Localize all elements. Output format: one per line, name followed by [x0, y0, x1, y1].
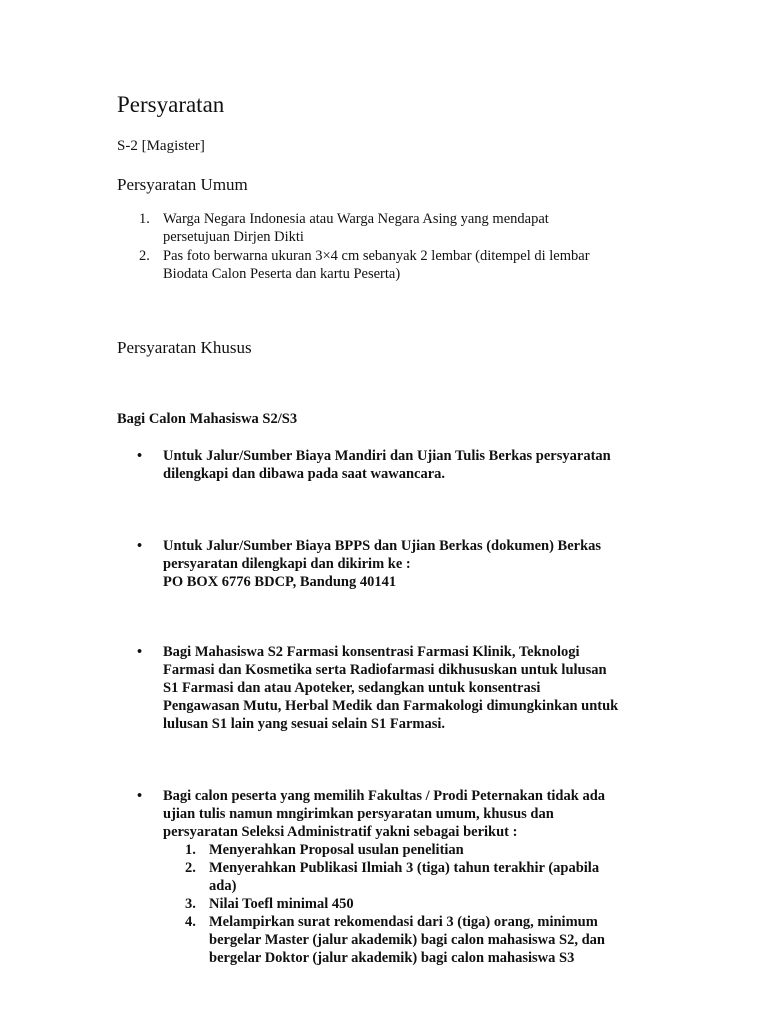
item-number: 1. — [139, 211, 150, 227]
bullet-icon: • — [137, 644, 143, 660]
sub-item-line: ada) — [209, 878, 237, 894]
item-line: Pas foto berwarna ukuran 3×4 cm sebanyak 2 lembar (ditempel di lembar — [163, 248, 590, 264]
sub-item — [163, 913, 657, 967]
item-line: Biodata Calon Peserta dan kartu Peserta) — [163, 266, 401, 282]
bullet-line: persyaratan Seleksi Administratif yakni sebagai berikut : — [163, 824, 518, 840]
sub-item — [163, 859, 657, 895]
bullet-item — [117, 643, 657, 733]
bullet-line: Bagi Mahasiswa S2 Farmasi konsentrasi Farmasi Klinik, Teknologi — [163, 644, 580, 660]
bullet-line: dilengkapi dan dibawa pada saat wawancara. — [163, 466, 446, 482]
general-requirements-heading: Persyaratan Umum — [117, 175, 248, 194]
bullet-icon: • — [137, 448, 143, 464]
sub-item-number: 2. — [185, 860, 196, 876]
item-number: 2. — [139, 248, 150, 264]
sub-item-line: bergelar Doktor (jalur akademik) bagi calon mahasiswa S3 — [209, 950, 575, 966]
bullet-line: S1 Farmasi dan atau Apoteker, sedangkan untuk konsentrasi — [163, 680, 541, 696]
bullet-line: PO BOX 6776 BDCP, Bandung 40141 — [163, 574, 397, 590]
sub-item-line: Melampirkan surat rekomendasi dari 3 (tiga) orang, minimum — [209, 914, 598, 930]
bullet-line: persyaratan dilengkapi dan dikirim ke : — [163, 556, 411, 572]
bullet-line: lulusan S1 lain yang sesuai selain S1 Farmasi. — [163, 716, 446, 732]
general-item — [117, 247, 637, 283]
bullet-line: ujian tulis namun mngirimkan persyaratan umum, khusus dan — [163, 806, 554, 822]
bullet-line: Farmasi dan Kosmetika serta Radiofarmasi dikhususkan untuk lulusan — [163, 662, 607, 678]
sub-item-line: Menyerahkan Publikasi Ilmiah 3 (tiga) tahun terakhir (apabila — [209, 860, 600, 876]
sub-item-line: Menyerahkan Proposal usulan penelitian — [209, 842, 464, 858]
sub-item-number: 4. — [185, 914, 196, 930]
sub-item — [163, 895, 657, 913]
program-subtitle: S-2 [Magister] — [117, 138, 205, 154]
administrative-requirements-list — [163, 841, 657, 967]
bullet-line: Pengawasan Mutu, Herbal Medik dan Farmakologi dimungkinkan untuk — [163, 698, 619, 714]
item-line: persetujuan Dirjen Dikti — [163, 229, 304, 245]
bullet-item — [117, 787, 657, 967]
special-subheading: Bagi Calon Mahasiswa S2/S3 — [117, 411, 298, 427]
general-item — [117, 210, 637, 246]
bullet-item — [117, 537, 657, 591]
bullet-line: Bagi calon peserta yang memilih Fakultas / Prodi Peternakan tidak ada — [163, 788, 606, 804]
special-requirements-heading: Persyaratan Khusus — [117, 338, 252, 357]
sub-item-number: 3. — [185, 896, 196, 912]
page-title: Persyaratan — [117, 92, 225, 117]
bullet-line: Untuk Jalur/Sumber Biaya Mandiri dan Ujian Tulis Berkas persyaratan — [163, 448, 611, 464]
bullet-item — [117, 447, 657, 483]
sub-item-line: bergelar Master (jalur akademik) bagi calon mahasiswa S2, dan — [209, 932, 605, 948]
bullet-icon: • — [137, 538, 143, 554]
sub-item-line: Nilai Toefl minimal 450 — [209, 896, 354, 912]
bullet-icon: • — [137, 788, 143, 804]
sub-item-number: 1. — [185, 842, 196, 858]
item-line: Warga Negara Indonesia atau Warga Negara Asing yang mendapat — [163, 211, 549, 227]
sub-item — [163, 841, 657, 859]
general-requirements-list — [117, 210, 637, 284]
bullet-line: Untuk Jalur/Sumber Biaya BPPS dan Ujian Berkas (dokumen) Berkas — [163, 538, 602, 554]
